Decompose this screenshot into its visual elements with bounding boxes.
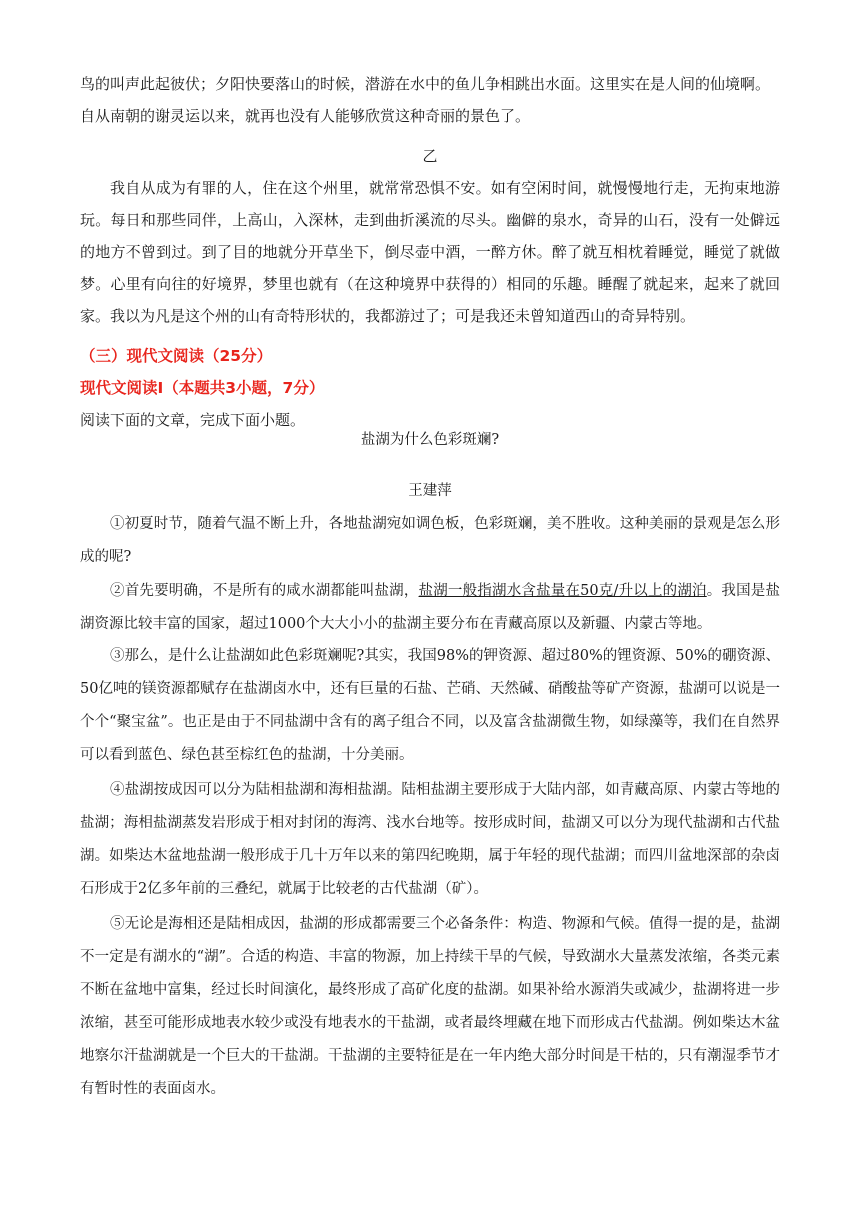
- instruction-text: 阅读下面的文章，完成下面小题。: [80, 411, 306, 429]
- text-line: 自从南朝的谢灵运以来，就再也没有人能够欣赏这种奇丽的景色了。: [80, 107, 531, 125]
- passage-yi-text: 我自从成为有罪的人，住在这个州里，就常常恐惧不安。如有空闲时间，就慢慢地行走，无拘束地游玩。每日和那些同伴，上高山，入深林，走到曲折溪流的尽头。幽僻的泉水，奇异的山石，没有一处僻远的地方不曾到过。到了目的地就分开草坐下，倒尽壶中酒，一醉方休。醉了就互相枕着睡觉，睡觉了就做梦。心里有向往的好境界，梦里也就有（在这种境界中获得的）相同的乐趣。睡醒了就起来，起来了就回家。我以为凡是这个州的山有奇特形状的，我都游过了；可是我还未曾知道西山的奇异特别。: [80, 179, 780, 325]
- article-paragraph-4: ④盐湖按成因可以分为陆相盐湖和海相盐湖。陆相盐湖主要形成于大陆内部，如青藏高原、内蒙古等地的盐湖；海相盐湖蒸发岩形成于相对封闭的海湾、浅水台地等。按形成时间，盐湖又可以分为现代盐湖和古代盐湖。如柴达木盆地盐湖一般形成于几十万年以来的第四纪晚期，属于年轻的现代盐湖；而四川盆地深部的杂卤石形成于2亿多年前的三叠纪，就属于比较老的古代盐湖（矿）。: [80, 782, 780, 897]
- article-paragraph-5: ⑤无论是海相还是陆相成因，盐湖的形成都需要三个必备条件：构造、物源和气候。值得一提的是，盐湖不一定是有湖水的“湖”。合适的构造、丰富的物源，加上持续干旱的气候，导致湖水大量蒸发浓缩，各类元素不断在盆地中富集，经过长时间演化，最终形成了高矿化度的盐湖。如果补给水源消失或减少，盐湖将进一步浓缩，甚至可能形成地表水较少或没有地表水的干盐湖，或者最终埋藏在地下而形成古代盐湖。例如柴达木盆地察尔汗盐湖就是一个巨大的干盐湖。干盐湖的主要特征是在一年内绝大部分时间是干枯的，只有潮湿季节才有暂时性的表面卤水。: [80, 916, 780, 1097]
- underlined-definition: 盐湖一般指湖水含盐量在50克/升以上的湖泊: [418, 583, 707, 599]
- passage-yi: [80, 172, 780, 332]
- paragraph-text: 。我国是盐湖资源比较丰富的国家，超过1000个大大小小的盐湖主要分布在青藏高原以及新疆、内蒙古等地。: [80, 583, 781, 632]
- article-paragraph-3: ③那么，是什么让盐湖如此色彩斑斓呢?其实，我国98%的钾资源、超过80%的锂资源、50%的硼资源、50亿吨的镁资源都赋存在盐湖卤水中，还有巨量的石盐、芒硝、天然碱、硝酸盐等矿产资源，盐湖可以说是一个个“聚宝盆”。也正是由于不同盐湖中含有的离子组合不同，以及富含盐湖微生物，如绿藻等，我们在自然界可以看到蓝色、绿色甚至棕红色的盐湖，十分美丽。: [80, 648, 780, 763]
- text-line: 鸟的叫声此起彼伏；夕阳快要落山的时候，潜游在水中的鱼儿争相跳出水面。这里实在是人间的仙境啊。: [80, 75, 771, 93]
- article-title: 盐湖为什么色彩斑斓?: [360, 431, 500, 448]
- passage-jia-ending: [80, 68, 780, 132]
- sub-heading: 现代文阅读Ⅰ（本题共3小题，7分）: [80, 379, 325, 397]
- passage-label-yi: 乙: [422, 147, 438, 165]
- article-paragraph-1: ①初夏时节，随着气温不断上升，各地盐湖宛如调色板，色彩斑斓，美不胜收。这种美丽的景观是怎么形成的呢?: [80, 516, 780, 565]
- section-heading: （三）现代文阅读（25分）: [80, 347, 273, 365]
- article-author: 王建萍: [408, 482, 452, 499]
- article-paragraph-2: [80, 575, 780, 641]
- paragraph-text: ②首先要明确，不是所有的咸水湖都能叫盐湖，: [110, 583, 419, 599]
